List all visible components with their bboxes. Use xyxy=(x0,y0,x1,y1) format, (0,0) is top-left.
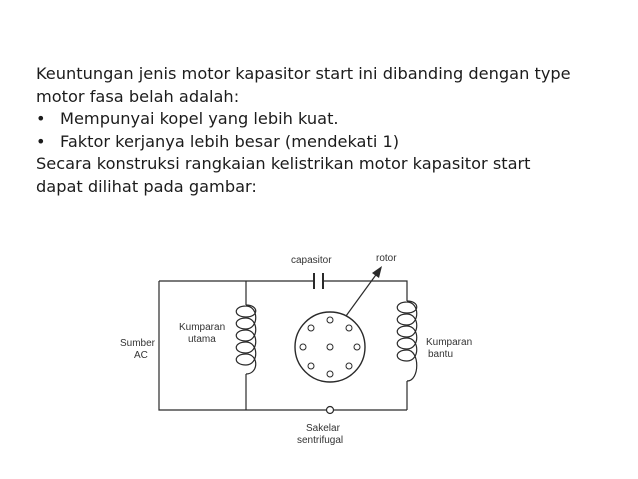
sakelar-label-1: Sakelar xyxy=(306,423,340,434)
bullet-marker: • xyxy=(36,109,46,129)
bullet-text-2: Faktor kerjanya lebih besar (mendekati 1) xyxy=(60,131,400,151)
capasitor-label: capasitor xyxy=(291,255,332,266)
intro-line-1: Keuntungan jenis motor kapasitor start ini dibanding dengan type xyxy=(36,64,571,83)
intro-line-3: Secara konstruksi rangkaian kelistrikan motor kapasitor start xyxy=(36,154,531,174)
kumparan-utama-label-1: Kumparan xyxy=(179,322,226,333)
wire-top-right xyxy=(324,281,407,301)
rotor-pointer-arrow xyxy=(346,266,382,316)
intro-line-2: motor fasa belah adalah: xyxy=(36,86,240,106)
bullet-text-1: Mempunyai kopel yang lebih kuat. xyxy=(60,109,339,129)
ac-label: AC xyxy=(134,350,148,361)
rotor-label: rotor xyxy=(376,253,397,264)
centrifugal-switch xyxy=(327,407,334,414)
sakelar-label-2: sentrifugal xyxy=(297,435,344,446)
bullet-marker: • xyxy=(36,131,46,151)
kumparan-utama-label-2: utama xyxy=(188,334,216,345)
kumparan-bantu-label-2: bantu xyxy=(428,349,454,360)
rotor-bars xyxy=(300,317,360,377)
main-winding-coil xyxy=(236,305,256,374)
auxiliary-winding-coil xyxy=(397,301,417,381)
kumparan-bantu-label-1: Kumparan xyxy=(426,337,473,348)
rotor xyxy=(295,312,365,382)
capacitor-symbol xyxy=(314,273,323,289)
circuit-wires xyxy=(159,281,407,410)
sumber-label: Sumber xyxy=(120,338,156,349)
wire-left-bottom xyxy=(159,281,407,410)
intro-line-4: dapat dilihat pada gambar: xyxy=(36,176,257,196)
